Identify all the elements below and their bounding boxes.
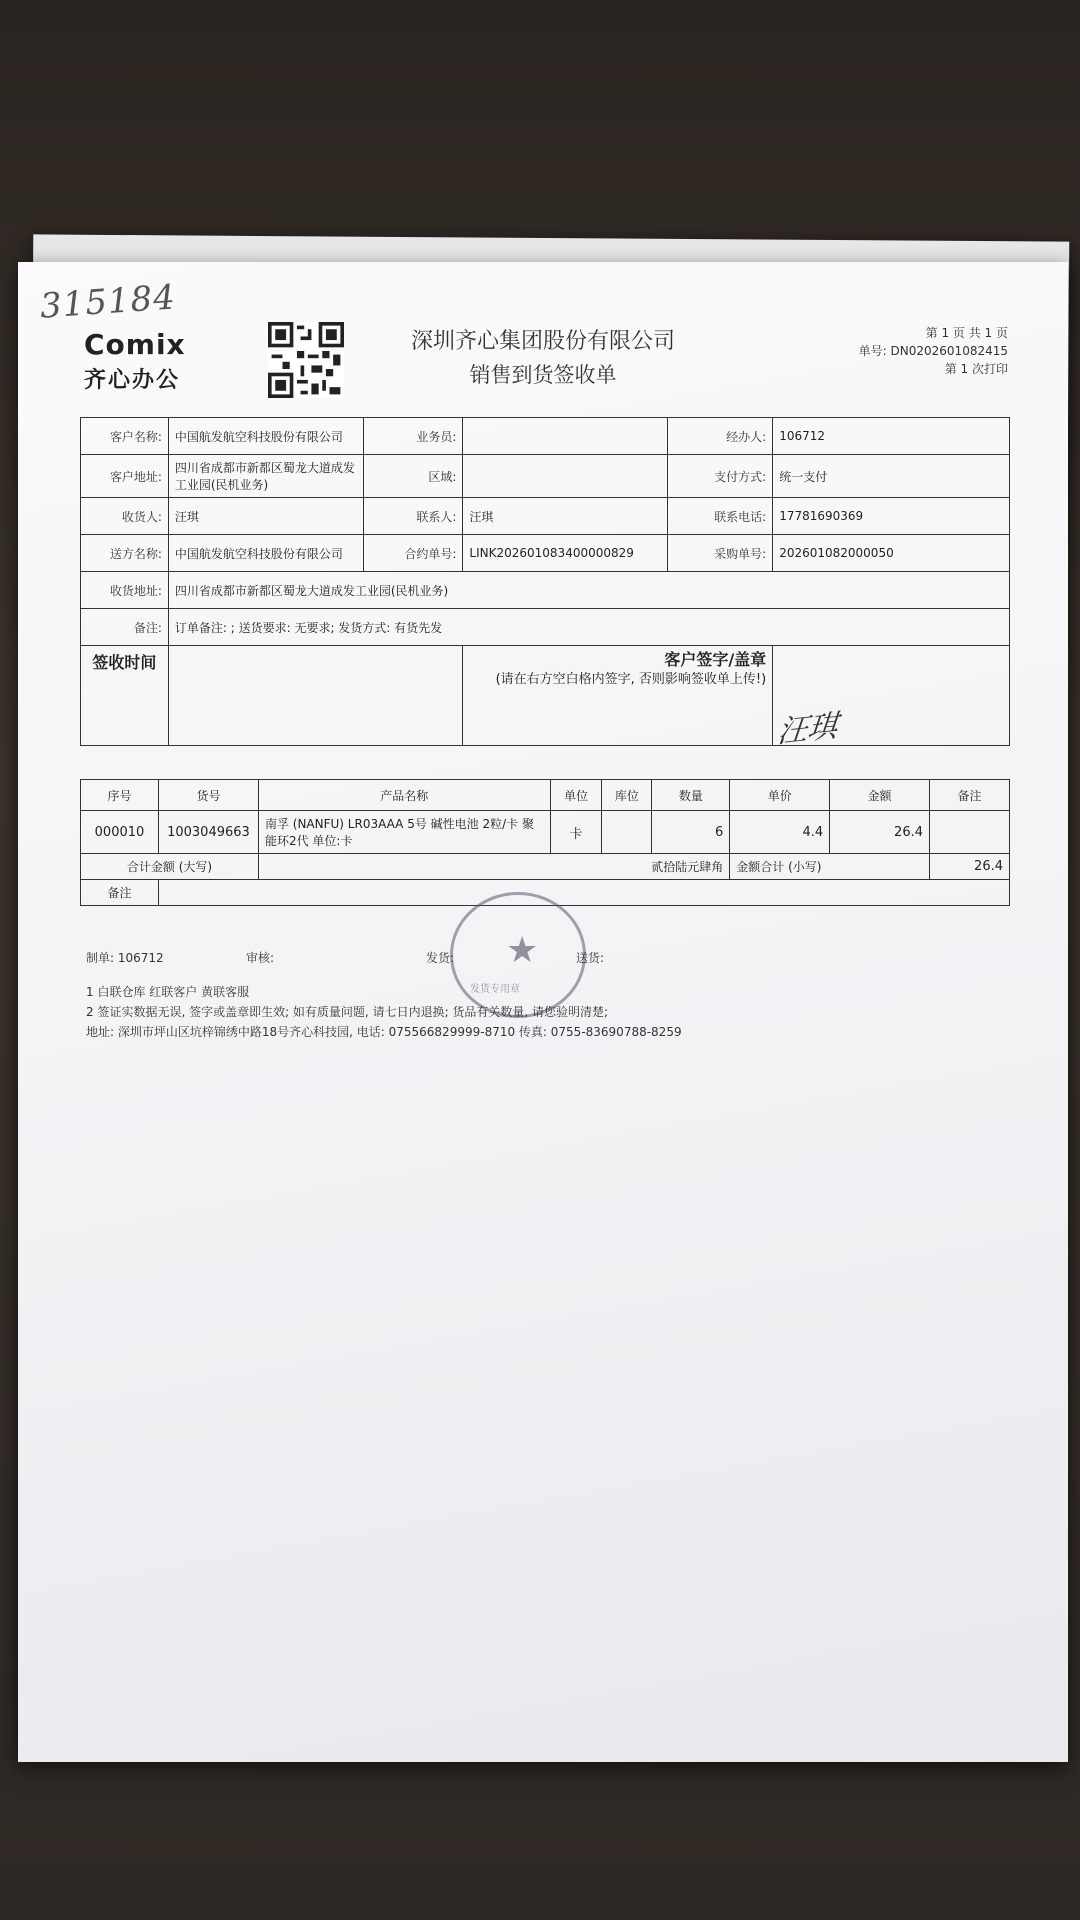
footer-line3: 地址: 深圳市坪山区坑梓锦绣中路18号齐心科技园, 电话: 075566829999-8710 传真: 0755-83690788-8259	[86, 1025, 682, 1039]
col-note: 备注	[930, 780, 1010, 811]
col-amount: 金额	[830, 780, 930, 811]
col-seq: 序号	[81, 780, 159, 811]
print-count: 第 1 次打印	[944, 362, 1008, 376]
items-table	[80, 779, 1010, 906]
col-loc: 库位	[602, 780, 652, 811]
row-sku: 1003049663	[158, 811, 258, 854]
row-amount: 26.4	[830, 811, 930, 854]
purchase-label: 采购单号:	[668, 535, 773, 572]
salesman-label: 业务员:	[363, 418, 463, 455]
ship-addr: 四川省成都市新都区蜀龙大道成发工业园(民机业务)	[168, 572, 1009, 609]
maker: 106712	[117, 951, 164, 965]
row-price: 4.4	[730, 811, 830, 854]
contact-label: 联系人:	[363, 498, 463, 535]
receiver-label: 收货人:	[81, 498, 169, 535]
row-seq: 000010	[81, 811, 159, 854]
table-row	[81, 811, 1010, 854]
row-loc	[602, 811, 652, 854]
col-price: 单价	[730, 780, 830, 811]
region-label: 区域:	[363, 455, 463, 498]
receiver: 汪琪	[168, 498, 363, 535]
col-qty: 数量	[652, 780, 730, 811]
row-note	[930, 811, 1010, 854]
contact: 汪琪	[463, 498, 668, 535]
row-name: 南孚 (NANFU) LR03AAA 5号 碱性电池 2粒/卡 聚能环2代 单位:卡	[258, 811, 550, 854]
info-table	[80, 417, 1010, 746]
sender-label: 送方名称:	[81, 535, 169, 572]
col-name: 产品名称	[258, 780, 550, 811]
delivery-label: 发货:	[426, 951, 455, 965]
doc-title: 销售到货签收单	[469, 363, 617, 387]
document-title	[368, 324, 718, 389]
logo-cn: 齐心办公	[84, 368, 181, 393]
stamp-star-icon: ★	[506, 930, 539, 971]
items-remark	[158, 880, 1009, 906]
sign-note: (请在右方空白格内签字, 否则影响签收单上传!)	[495, 672, 767, 687]
row-qty: 6	[652, 811, 730, 854]
signature-text: 汪琪	[775, 708, 840, 751]
phone-label: 联系电话:	[668, 498, 773, 535]
stamp-text: 发货专用章	[470, 984, 520, 995]
row-unit: 卡	[550, 811, 602, 854]
sender: 中国航发航空科技股份有限公司	[168, 535, 363, 572]
items-remark-label: 备注	[81, 880, 159, 906]
sign-time-field[interactable]	[168, 646, 463, 746]
sign-label: 客户签字/盖章	[664, 650, 767, 669]
handler: 106712	[773, 418, 1010, 455]
page-info: 第 1 页 共 1 页	[925, 326, 1008, 340]
footer-signoffs: 制单: 106712 审核: 发货: 送货:	[86, 948, 682, 968]
items-header-row	[81, 780, 1010, 811]
remark: 订单备注: ; 送货要求: 无要求; 发货方式: 有货先发	[168, 609, 1009, 646]
footer	[86, 948, 682, 1042]
ship-addr-label: 收货地址:	[81, 572, 169, 609]
sign-time-label: 签收时间	[81, 646, 169, 746]
company-name: 深圳齐心集团股份有限公司	[410, 329, 675, 354]
ship-label: 送货:	[576, 951, 605, 965]
comix-logo	[84, 328, 186, 394]
payment-label: 支付方式:	[668, 455, 773, 498]
doc-meta	[859, 324, 1008, 378]
total-big-label: 合计金额 (大写)	[81, 854, 259, 880]
customer-addr-label: 客户地址:	[81, 455, 169, 498]
handler-label: 经办人:	[668, 418, 773, 455]
phone: 17781690369	[773, 498, 1010, 535]
total-big: 贰拾陆元肆角	[258, 854, 729, 880]
region	[463, 455, 668, 498]
footer-line2: 2 签证实数据无误, 签字或盖章即生效; 如有质量问题, 请七日内退换; 货品有关数量, 请您验明清楚;	[86, 1005, 609, 1019]
customer-name-label: 客户名称:	[81, 418, 169, 455]
delivery-receipt-sheet	[18, 262, 1068, 1762]
col-sku: 货号	[158, 780, 258, 811]
signature	[775, 704, 840, 751]
col-unit: 单位	[550, 780, 602, 811]
remark-label: 备注:	[81, 609, 169, 646]
handwritten-number: 315184	[38, 277, 178, 327]
contract-label: 合约单号:	[363, 535, 463, 572]
qr-code-icon	[268, 322, 344, 398]
customer-name: 中国航发航空科技股份有限公司	[168, 418, 363, 455]
purchase: 202601082000050	[773, 535, 1010, 572]
order-no: 单号: DN0202601082415	[858, 344, 1008, 358]
total-small: 26.4	[930, 854, 1010, 880]
contract: LINK202601083400000829	[463, 535, 668, 572]
audit-label: 审核:	[246, 951, 275, 965]
payment: 统一支付	[773, 455, 1010, 498]
totals-row	[81, 854, 1010, 880]
logo-en: Comix	[84, 328, 186, 361]
customer-addr: 四川省成都市新都区蜀龙大道成发工业园(民机业务)	[168, 455, 363, 498]
salesman	[463, 418, 668, 455]
footer-line1: 1 白联仓库 红联客户 黄联客服	[86, 985, 250, 999]
order-no-value: DN0202601082415	[890, 344, 1008, 358]
total-small-label: 金额合计 (小写)	[730, 854, 930, 880]
